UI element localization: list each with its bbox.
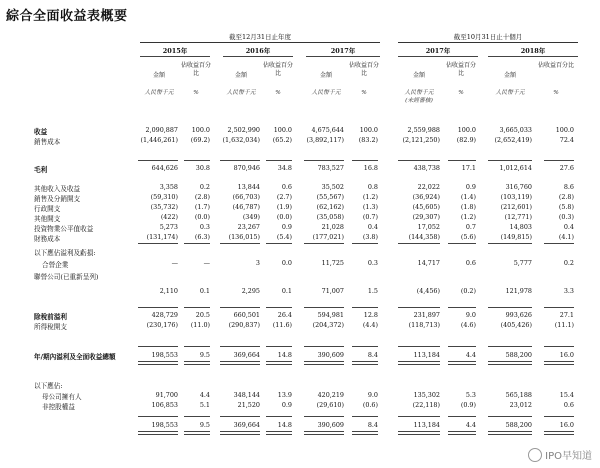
subtotal-rule xyxy=(184,243,210,244)
amount-cell: 428,729 xyxy=(151,311,178,319)
amount-cell: 23,267 xyxy=(237,223,260,231)
subtotal-rule xyxy=(352,243,378,244)
unit-amount: 人民幣千元 xyxy=(495,90,525,96)
row-label: 年/期內溢利及全面收益總額 xyxy=(34,353,116,361)
amount-cell: 113,184 xyxy=(413,421,440,429)
total-double-rule xyxy=(544,431,574,435)
amount-cell: 644,626 xyxy=(151,164,178,172)
percent-cell: (0.0) xyxy=(194,213,210,221)
amount-cell: 91,700 xyxy=(155,391,178,399)
col-pct-header: 佔收益百分比 xyxy=(348,62,379,77)
subtotal-rule xyxy=(544,160,574,161)
percent-cell: (0.9) xyxy=(460,401,476,409)
amount-cell: 35,502 xyxy=(321,183,344,191)
percent-cell: (5.4) xyxy=(276,233,292,241)
amount-cell: 14,717 xyxy=(417,259,440,267)
percent-cell: (0.3) xyxy=(558,213,574,221)
amount-cell: 438,738 xyxy=(413,164,440,172)
amount-cell: (29,307) xyxy=(412,213,440,221)
total-double-rule xyxy=(138,361,178,365)
total-double-rule xyxy=(266,431,292,435)
amount-cell: 5,273 xyxy=(159,223,178,231)
subtotal-rule xyxy=(544,346,574,347)
total-double-rule xyxy=(220,361,260,365)
percent-cell: 8.6 xyxy=(563,183,574,191)
total-double-rule xyxy=(448,431,476,435)
percent-cell: (0.0) xyxy=(276,213,292,221)
percent-cell: (11.6) xyxy=(272,321,292,329)
subtotal-rule xyxy=(488,160,532,161)
percent-cell: 8.4 xyxy=(367,421,378,429)
amount-cell: (131,174) xyxy=(146,233,178,241)
percent-cell: (11.0) xyxy=(190,321,210,329)
percent-cell: 100.0 xyxy=(555,126,574,134)
subtotal-rule xyxy=(304,243,344,244)
total-double-rule xyxy=(352,431,378,435)
amount-cell: (3,892,117) xyxy=(306,136,344,144)
percent-cell: 26.4 xyxy=(277,311,292,319)
amount-cell: 369,664 xyxy=(233,421,260,429)
percent-cell: (2.8) xyxy=(194,193,210,201)
row-label: 行政開支 xyxy=(34,205,61,213)
percent-cell: 15.4 xyxy=(559,391,574,399)
subtotal-rule xyxy=(488,307,532,308)
amount-cell: (35,058) xyxy=(316,213,344,221)
col-amount-header: 金額 xyxy=(319,72,332,79)
subtotal-rule xyxy=(220,243,260,244)
subtotal-rule xyxy=(266,416,292,417)
subtotal-rule xyxy=(304,160,344,161)
subtotal-rule xyxy=(304,416,344,417)
amount-cell: (45,605) xyxy=(412,203,440,211)
subtotal-rule xyxy=(220,160,260,161)
row-label: 投資物業公平值收益 xyxy=(34,225,94,233)
amount-cell: 113,184 xyxy=(413,351,440,359)
amount-cell: (55,567) xyxy=(316,193,344,201)
percent-cell: (0.7) xyxy=(362,213,378,221)
watermark xyxy=(528,447,592,462)
amount-cell: (4,456) xyxy=(416,287,440,295)
amount-cell: 588,200 xyxy=(505,351,532,359)
col-pct-header: 佔收益百分比 xyxy=(538,62,575,69)
percent-cell: 16.0 xyxy=(559,351,574,359)
year-rule xyxy=(223,56,293,57)
percent-cell: 0.2 xyxy=(563,259,574,267)
percent-cell: 27.6 xyxy=(559,164,574,172)
amount-cell: (212,601) xyxy=(500,203,532,211)
subtotal-rule xyxy=(448,346,476,347)
row-label: 聯營公司(已重新呈列) xyxy=(34,273,99,281)
subtotal-rule xyxy=(398,346,440,347)
amount-cell: (290,837) xyxy=(228,321,260,329)
total-double-rule xyxy=(398,361,440,365)
percent-cell: 0.9 xyxy=(465,183,476,191)
percent-cell: 9.0 xyxy=(465,311,476,319)
amount-cell: (2,121,250) xyxy=(402,136,440,144)
percent-cell: 4.4 xyxy=(465,421,476,429)
percent-cell: (65.2) xyxy=(272,136,292,144)
percent-cell: 0.6 xyxy=(563,401,574,409)
percent-cell: 0.6 xyxy=(281,183,292,191)
subtotal-rule xyxy=(398,307,440,308)
unit-pct: % xyxy=(193,90,199,96)
total-double-rule xyxy=(544,361,574,365)
amount-cell: (118,713) xyxy=(408,321,440,329)
year-rule xyxy=(140,56,210,57)
percent-cell: 16.0 xyxy=(559,421,574,429)
total-double-rule xyxy=(304,361,344,365)
subtotal-rule xyxy=(488,416,532,417)
page-title: 綜合全面收益表概要 xyxy=(6,9,128,24)
subtotal-rule xyxy=(544,307,574,308)
group-header-tenmonths: 截至10月31日止十個月 xyxy=(453,33,523,41)
amount-cell: 594,981 xyxy=(317,311,344,319)
subtotal-rule xyxy=(138,346,178,347)
percent-cell: 9.5 xyxy=(199,421,210,429)
percent-cell: (6.3) xyxy=(194,233,210,241)
subtotal-rule xyxy=(266,160,292,161)
amount-cell: 13,844 xyxy=(237,183,260,191)
amount-cell: 2,090,887 xyxy=(145,126,178,134)
percent-cell: (1.2) xyxy=(362,193,378,201)
percent-cell: 8.4 xyxy=(367,351,378,359)
percent-cell: (3.8) xyxy=(362,233,378,241)
subtotal-rule xyxy=(138,243,178,244)
subtotal-rule xyxy=(138,416,178,417)
amount-cell: (1,632,034) xyxy=(222,136,260,144)
amount-cell: 22,022 xyxy=(417,183,440,191)
amount-cell: (177,021) xyxy=(312,233,344,241)
percent-cell: 0.4 xyxy=(367,223,378,231)
percent-cell: 0.9 xyxy=(281,223,292,231)
percent-cell: 100.0 xyxy=(457,126,476,134)
percent-cell: 0.0 xyxy=(281,259,292,267)
unit-pct: % xyxy=(553,90,559,96)
col-amount-header: 金額 xyxy=(234,72,247,79)
amount-cell: 11,725 xyxy=(321,259,344,267)
percent-cell: — xyxy=(203,259,210,267)
amount-cell: 993,626 xyxy=(505,311,532,319)
percent-cell: 0.8 xyxy=(367,183,378,191)
subtotal-rule xyxy=(544,416,574,417)
amount-cell: (1,446,261) xyxy=(140,136,178,144)
percent-cell: (1.9) xyxy=(276,203,292,211)
percent-cell: 0.3 xyxy=(199,223,210,231)
subtotal-rule xyxy=(352,346,378,347)
row-label: 毛利 xyxy=(34,166,48,174)
total-double-rule xyxy=(488,431,532,435)
unit-pct: % xyxy=(275,90,281,96)
amount-cell: 2,295 xyxy=(241,287,260,295)
col-amount-header: 金額 xyxy=(152,72,165,79)
amount-cell: 17,052 xyxy=(417,223,440,231)
percent-cell: 72.4 xyxy=(559,136,574,144)
percent-cell: 4.4 xyxy=(465,351,476,359)
subtotal-rule xyxy=(184,346,210,347)
amount-cell: 1,012,614 xyxy=(499,164,532,172)
amount-cell: 390,609 xyxy=(317,421,344,429)
amount-cell: 2,110 xyxy=(159,287,178,295)
amount-cell: 71,007 xyxy=(321,287,344,295)
amount-cell: 121,978 xyxy=(505,287,532,295)
amount-cell: (422) xyxy=(160,213,178,221)
col-pct-header: 佔收益百分比 xyxy=(262,62,293,77)
total-double-rule xyxy=(304,431,344,435)
percent-cell: 34.8 xyxy=(277,164,292,172)
percent-cell: (1.3) xyxy=(362,203,378,211)
year-header: 2016年 xyxy=(245,47,271,55)
subtotal-rule xyxy=(220,307,260,308)
amount-cell: (29,610) xyxy=(316,401,344,409)
amount-cell: 231,897 xyxy=(413,311,440,319)
total-double-rule xyxy=(352,361,378,365)
subtotal-rule xyxy=(184,416,210,417)
total-double-rule xyxy=(220,431,260,435)
amount-cell: — xyxy=(171,259,178,267)
amount-cell: 14,803 xyxy=(509,223,532,231)
group-header-fullyear: 截至12月31日止年度 xyxy=(228,33,292,41)
percent-cell: 13.9 xyxy=(277,391,292,399)
row-label: 除稅前溢利 xyxy=(34,313,67,321)
row-label: 母公司擁有人 xyxy=(42,393,82,401)
col-amount-header: 金額 xyxy=(503,72,516,79)
amount-cell: 316,760 xyxy=(505,183,532,191)
percent-cell: 0.6 xyxy=(465,259,476,267)
subtotal-rule xyxy=(138,160,178,161)
subtotal-rule xyxy=(398,160,440,161)
amount-cell: (349) xyxy=(242,213,260,221)
percent-cell: 0.1 xyxy=(281,287,292,295)
subtotal-rule xyxy=(184,307,210,308)
row-label: 其他收入及收益 xyxy=(34,185,81,193)
row-label: 收益 xyxy=(34,128,48,136)
subtotal-rule xyxy=(448,160,476,161)
amount-cell: (144,358) xyxy=(408,233,440,241)
percent-cell: 16.8 xyxy=(363,164,378,172)
unaudited-note: (未經審核) xyxy=(405,98,433,104)
amount-cell: (46,787) xyxy=(232,203,260,211)
year-rule xyxy=(398,56,478,57)
subtotal-rule xyxy=(352,307,378,308)
percent-cell: 4.4 xyxy=(199,391,210,399)
percent-cell: (1.4) xyxy=(460,193,476,201)
amount-cell: 660,501 xyxy=(233,311,260,319)
amount-cell: 870,946 xyxy=(233,164,260,172)
watermark-logo-icon xyxy=(528,448,542,462)
total-double-rule xyxy=(266,361,292,365)
amount-cell: 198,553 xyxy=(151,421,178,429)
subtotal-rule xyxy=(220,416,260,417)
amount-cell: (62,162) xyxy=(316,203,344,211)
percent-cell: 20.5 xyxy=(195,311,210,319)
percent-cell: 5.1 xyxy=(199,401,210,409)
total-double-rule xyxy=(184,431,210,435)
year-rule xyxy=(488,56,578,57)
percent-cell: (2.8) xyxy=(558,193,574,201)
percent-cell: 27.1 xyxy=(559,311,574,319)
col-amount-header: 金額 xyxy=(412,72,425,79)
amount-cell: 783,527 xyxy=(317,164,344,172)
amount-cell: 3,358 xyxy=(159,183,178,191)
percent-cell: 0.2 xyxy=(199,183,210,191)
subtotal-rule xyxy=(352,160,378,161)
unit-pct: % xyxy=(361,90,367,96)
subtotal-rule xyxy=(352,416,378,417)
amount-cell: (405,426) xyxy=(500,321,532,329)
subtotal-rule xyxy=(448,243,476,244)
amount-cell: (66,703) xyxy=(232,193,260,201)
group-rule xyxy=(398,42,578,43)
percent-cell: (5.6) xyxy=(460,233,476,241)
percent-cell: 14.8 xyxy=(277,351,292,359)
row-label: 所得稅開支 xyxy=(34,323,67,331)
row-label: 銷售及分銷開支 xyxy=(34,195,81,203)
percent-cell: (83.2) xyxy=(358,136,378,144)
amount-cell: 21,028 xyxy=(321,223,344,231)
year-header: 2017年 xyxy=(425,47,451,55)
amount-cell: 135,302 xyxy=(413,391,440,399)
percent-cell: 0.3 xyxy=(367,259,378,267)
subtotal-rule xyxy=(448,307,476,308)
percent-cell: (1.2) xyxy=(460,213,476,221)
percent-cell: 5.3 xyxy=(465,391,476,399)
row-label: 其他開支 xyxy=(34,215,61,223)
percent-cell: (0.2) xyxy=(460,287,476,295)
row-label: 非控股權益 xyxy=(42,403,75,411)
percent-cell: (82.9) xyxy=(456,136,476,144)
subtotal-rule xyxy=(304,346,344,347)
subtotal-rule xyxy=(184,160,210,161)
percent-cell: 9.5 xyxy=(199,351,210,359)
percent-cell: (11.1) xyxy=(554,321,574,329)
watermark-text: IPO早知道 xyxy=(545,451,592,462)
amount-cell: (149,815) xyxy=(500,233,532,241)
percent-cell: 12.8 xyxy=(363,311,378,319)
row-label: 合營企業 xyxy=(42,261,69,269)
row-label: 以下應佔: xyxy=(34,382,63,390)
unit-amount: 人民幣千元 xyxy=(226,90,256,96)
percent-cell: 3.3 xyxy=(563,287,574,295)
amount-cell: 5,777 xyxy=(513,259,532,267)
amount-cell: (12,771) xyxy=(504,213,532,221)
unit-pct: % xyxy=(458,90,464,96)
year-rule xyxy=(306,56,380,57)
amount-cell: (36,924) xyxy=(412,193,440,201)
col-pct-header: 佔收益百分比 xyxy=(180,62,211,77)
percent-cell: 100.0 xyxy=(359,126,378,134)
percent-cell: (1.7) xyxy=(194,203,210,211)
subtotal-rule xyxy=(398,416,440,417)
row-label: 財務成本 xyxy=(34,235,61,243)
amount-cell: 2,502,990 xyxy=(227,126,260,134)
percent-cell: 9.0 xyxy=(367,391,378,399)
total-double-rule xyxy=(488,361,532,365)
amount-cell: 2,559,988 xyxy=(407,126,440,134)
amount-cell: (2,652,419) xyxy=(494,136,532,144)
amount-cell: (204,372) xyxy=(312,321,344,329)
percent-cell: (5.8) xyxy=(558,203,574,211)
subtotal-rule xyxy=(266,307,292,308)
percent-cell: 0.7 xyxy=(465,223,476,231)
percent-cell: 0.9 xyxy=(281,401,292,409)
year-header: 2018年 xyxy=(520,47,546,55)
total-double-rule xyxy=(138,431,178,435)
amount-cell: 348,144 xyxy=(233,391,260,399)
col-pct-header: 佔收益百分比 xyxy=(445,62,476,77)
amount-cell: 390,609 xyxy=(317,351,344,359)
group-rule xyxy=(140,42,380,43)
amount-cell: 3 xyxy=(255,259,260,267)
percent-cell: 100.0 xyxy=(273,126,292,134)
subtotal-rule xyxy=(266,243,292,244)
subtotal-rule xyxy=(220,346,260,347)
amount-cell: 198,553 xyxy=(151,351,178,359)
amount-cell: 23,012 xyxy=(509,401,532,409)
subtotal-rule xyxy=(488,346,532,347)
percent-cell: (69.2) xyxy=(190,136,210,144)
percent-cell: (1.8) xyxy=(460,203,476,211)
subtotal-rule xyxy=(304,307,344,308)
amount-cell: 565,188 xyxy=(505,391,532,399)
amount-cell: (136,015) xyxy=(228,233,260,241)
percent-cell: (4.4) xyxy=(362,321,378,329)
percent-cell: 30.8 xyxy=(195,164,210,172)
percent-cell: (2.7) xyxy=(276,193,292,201)
percent-cell: 0.4 xyxy=(563,223,574,231)
amount-cell: 106,853 xyxy=(151,401,178,409)
percent-cell: 1.5 xyxy=(367,287,378,295)
unit-amount: 人民幣千元 xyxy=(311,90,341,96)
percent-cell: (0.6) xyxy=(362,401,378,409)
subtotal-rule xyxy=(488,243,532,244)
percent-cell: (4.1) xyxy=(558,233,574,241)
total-double-rule xyxy=(448,361,476,365)
percent-cell: 17.1 xyxy=(461,164,476,172)
year-header: 2017年 xyxy=(330,47,356,55)
amount-cell: (59,310) xyxy=(150,193,178,201)
year-header: 2015年 xyxy=(162,47,188,55)
percent-cell: 100.0 xyxy=(191,126,210,134)
row-label: 以下應佔溢利及虧損: xyxy=(34,249,96,257)
amount-cell: (35,732) xyxy=(150,203,178,211)
subtotal-rule xyxy=(544,243,574,244)
amount-cell: 420,219 xyxy=(317,391,344,399)
amount-cell: 4,675,644 xyxy=(311,126,344,134)
amount-cell: 369,664 xyxy=(233,351,260,359)
amount-cell: 3,665,033 xyxy=(499,126,532,134)
amount-cell: 588,200 xyxy=(505,421,532,429)
total-double-rule xyxy=(184,361,210,365)
amount-cell: (103,119) xyxy=(500,193,532,201)
subtotal-rule xyxy=(266,346,292,347)
unit-amount: 人民幣千元 xyxy=(144,90,174,96)
unit-amount: 人民幣千元 xyxy=(404,90,434,96)
percent-cell: 14.8 xyxy=(277,421,292,429)
percent-cell: 0.1 xyxy=(199,287,210,295)
subtotal-rule xyxy=(448,416,476,417)
subtotal-rule xyxy=(398,243,440,244)
amount-cell: (22,118) xyxy=(412,401,440,409)
amount-cell: (230,176) xyxy=(146,321,178,329)
subtotal-rule xyxy=(138,307,178,308)
percent-cell: (4.6) xyxy=(460,321,476,329)
amount-cell: 21,520 xyxy=(237,401,260,409)
row-label: 銷售成本 xyxy=(34,138,61,146)
total-double-rule xyxy=(398,431,440,435)
